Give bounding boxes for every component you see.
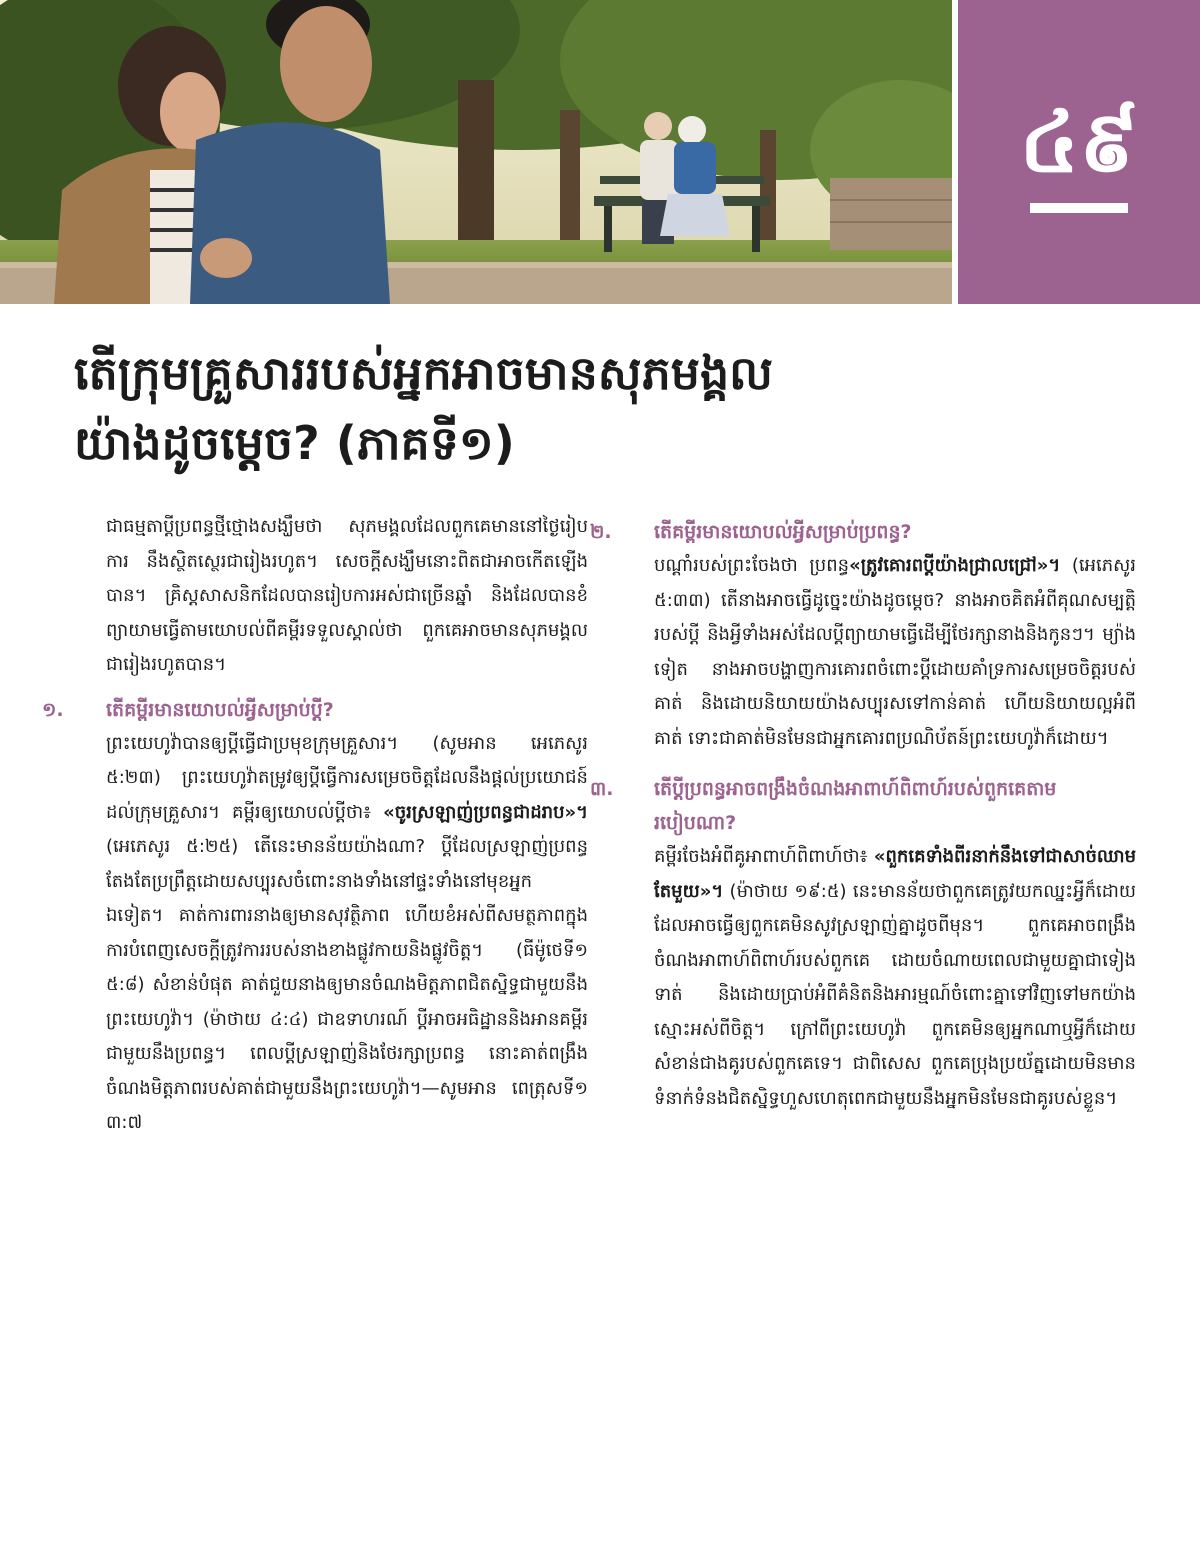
section-3-body-before: គម្ពីរចែងអំពីគូអាពាហ៍ពិពាហ៍ថា៖ (654, 846, 874, 867)
left-column (42, 510, 588, 1141)
section-1-heading (42, 693, 588, 727)
section-3-body (622, 840, 1136, 1116)
section-3-body-after: (ម៉ាថាយ ១៩:៥) នេះមានន័យថាពួកគេត្រូវយកឈ្នះអ្វីក៏ដោយដែលអាចធ្វើឲ្យពួកគេមិនសូវស្រឡាញ់គ្នាដូចពីមុន។ ពួកគេអាចពង្រឹងចំណងអាពាហ៍ពិពាហ៍របស់ពួកគេ ដោយចំណាយពេលជាមួយគ្នាជាទៀងទាត់ និងដោយប្រាប់អំពីគំនិតនិងអារម្មណ៍ចំពោះគ្នាទៅវិញទៅមកយ៉ាងស្មោះអស់ពីចិត្ត។ ក្រៅពីព្រះយេហូវ៉ា ពួកគេមិនឲ្យអ្នកណាឬអ្វីក៏ដោយសំខាន់ជាងគូរបស់ពួកគេទេ។ ជាពិសេស ពួកគេប្រុងប្រយ័ត្នដោយមិនមានទំនាក់ទំនងជិតស្និទ្ធហួសហេតុពេកជាមួយនឹងអ្នកមិនមែនជាគូរបស់ខ្លួន។ (654, 880, 1136, 1109)
lesson-number: ៤៩ (1019, 93, 1139, 191)
page-title (74, 338, 934, 478)
section-1-body-before: ព្រះយេហូវ៉ាបានឲ្យប្ដីធ្វើជាប្រមុខក្រុមគ្រួសារ។ (សូមអាន អេភេសូរ ៥:២៣) ព្រះយេហូវ៉ាតម្រូវឲ្យប្ដីធ្វើការសម្រេចចិត្តដែលនឹងផ្ដល់ប្រយោជន៍ដល់ក្រុមគ្រួសារ។ គម្ពីរឲ្យយោបល់ប្ដីថា៖ (106, 732, 588, 823)
section-2-body (622, 549, 1136, 756)
hero-photo (0, 0, 952, 304)
lesson-number-underline (1030, 203, 1128, 213)
section-1-body (74, 727, 588, 1141)
section-2-body-after: (អេភេសូរ ៥:៣៣) តើនាងអាចធ្វើដូច្នេះយ៉ាងដូចម្ដេច? នាងអាចគិតអំពីគុណសម្បត្តិរបស់ប្ដី និងអ្វីទាំងអស់ដែលប្ដីព្យាយាមធ្វើដើម្បីថែរក្សានាងនិងកូនៗ។ ម្យ៉ាងទៀត នាងអាចបង្ហាញការគោរពចំពោះប្ដីដោយគាំទ្រការសម្រេចចិត្តរបស់គាត់ និងដោយនិយាយយ៉ាងសប្បុរសទៅកាន់គាត់ ហើយនិយាយល្អអំពីគាត់ ទោះជាគាត់មិនមែនជាអ្នកគោរពប្រណិប័តន៍ព្រះយេហូវ៉ាក៏ដោយ។ (654, 555, 1137, 749)
section-2-heading-text: តើគម្ពីរមានយោបល់អ្វីសម្រាប់ប្រពន្ធ? (654, 521, 912, 543)
lesson-number-box (958, 0, 1200, 304)
page-title-line1: តើក្រុមគ្រួសាររបស់អ្នកអាចមានសុភមង្គល (74, 346, 773, 400)
right-column (590, 515, 1137, 1116)
section-2-heading (590, 515, 1136, 549)
section-3-quote: «ពួកគេទាំងពីរនាក់នឹងទៅជាសាច់ឈាមតែមួយ»។ (654, 846, 1136, 902)
section-2-body-before: បណ្ដាំរបស់ព្រះចែងថា ប្រពន្ធ (654, 555, 850, 576)
section-2-quote: «ត្រូវគោរពប្ដីយ៉ាងជ្រាលជ្រៅ»។ (849, 555, 1061, 576)
page-title-line2: យ៉ាងដូចម្ដេច? (ភាគទី១) (74, 416, 515, 470)
section-3-heading-text: តើប្ដីប្រពន្ធអាចពង្រឹងចំណងអាពាហ៍ពិពាហ៍របស់ពួកគេតាមរបៀបណា? (654, 778, 1057, 834)
section-1-body-after: (អេភេសូរ ៥:២៥) តើនេះមានន័យយ៉ាងណា? ប្ដីដែលស្រឡាញ់ប្រពន្ធតែងតែប្រព្រឹត្តដោយសប្បុរសចំពោះនាងទាំងនៅផ្ទះទាំងនៅមុខអ្នកឯទៀត។ គាត់ការពារនាងឲ្យមានសុវត្ថិភាព ហើយខំអស់ពីសមត្ថភាពក្នុងការបំពេញសេចក្ដីត្រូវការរបស់នាងខាងផ្លូវកាយនិងផ្លូវចិត្ត។ (ធីម៉ូថេទី១ ៥:៨) សំខាន់បំផុត គាត់ជួយនាងឲ្យមានចំណងមិត្តភាពជិតស្និទ្ធជាមួយនឹងព្រះយេហូវ៉ា។ (ម៉ាថាយ ៤:៤) ជាឧទាហរណ៍ ប្ដីអាចអធិដ្ឋាននិងអានគម្ពីរជាមួយនឹងប្រពន្ធ។ ពេលប្ដីស្រឡាញ់និងថែរក្សាប្រពន្ធ នោះគាត់ពង្រឹងចំណងមិត្តភាពរបស់គាត់ជាមួយនឹងព្រះយេហូវ៉ា។—សូមអាន ពេត្រុសទី១ ៣:៧ (106, 836, 588, 1133)
section-2-number: ២. (590, 521, 612, 543)
section-1-quote: «ចូរស្រឡាញ់ប្រពន្ធជាដរាប»។ (383, 801, 588, 823)
intro-paragraph: ជាធម្មតាប្ដីប្រពន្ធថ្មីថ្មោងសង្ឃឹមថា សុភមង្គលដែលពួកគេមាននៅថ្ងៃរៀបការ នឹងស្ថិតស្ថេរជារៀងរហូត។ សេចក្ដីសង្ឃឹមនោះពិតជាអាចកើតឡើងបាន។ គ្រិស្តសាសនិកដែលបានរៀបការអស់ជាច្រើនឆ្នាំ និងដែលបានខំព្យាយាមធ្វើតាមយោបល់ពីគម្ពីរទទួលស្គាល់ថា ពួកគេអាចមានសុភមង្គលជារៀងរហូតបាន។ (106, 516, 588, 675)
section-1-heading-text: តើគម្ពីរមានយោបល់អ្វីសម្រាប់ប្ដី? (106, 698, 334, 721)
section-1-number: ១. (42, 698, 64, 721)
section-3-heading (590, 772, 1136, 840)
section-3-number: ៣. (590, 778, 614, 800)
